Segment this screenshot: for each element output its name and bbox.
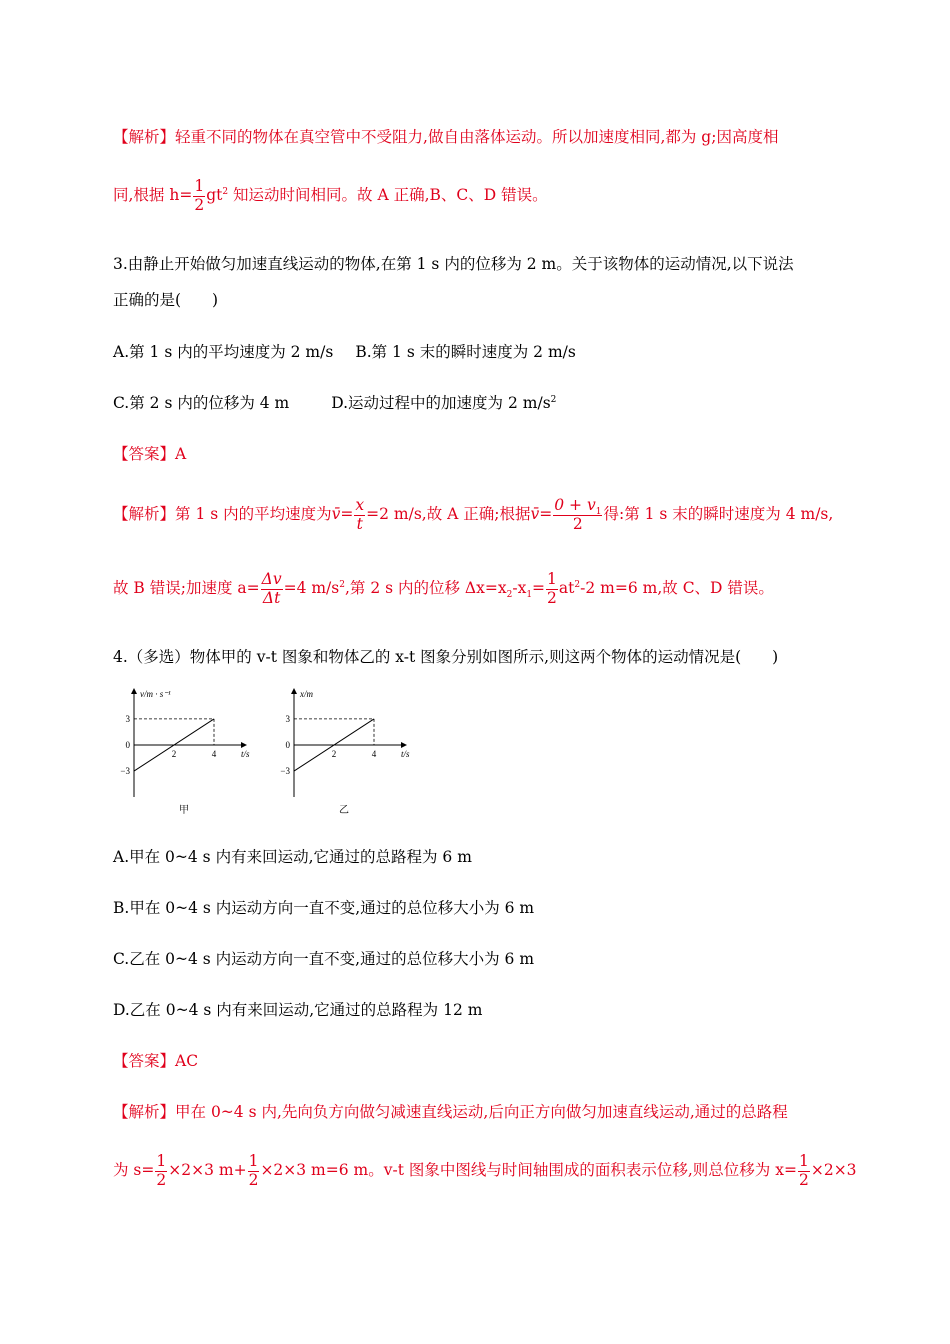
fraction-one-half: $\frac{1}{2}$ bbox=[547, 570, 557, 607]
fraction-one-half: $\frac{1}{2}$ bbox=[156, 1152, 167, 1189]
x-axis-label: t/s bbox=[241, 749, 250, 759]
y-tick-label: −3 bbox=[120, 766, 130, 777]
x-tick-label: 2 bbox=[331, 749, 337, 759]
analysis-tag: 【解析】 bbox=[113, 1103, 176, 1121]
q3-analysis-line1: 【解析】第 1 s 内的平均速度为v̄= $\frac{x}{t}$ =2 m/s,故 A 正确;根据v̄= $\frac{0 + v_1}{2}$ 得:第 1 s 末的瞬时速度为 4 m/s, bbox=[113, 496, 834, 533]
q3-option-c: C.第 2 s 内的位移为 4 m bbox=[113, 394, 290, 412]
answer-tag: 【答案】 bbox=[113, 445, 176, 463]
fraction-one-half: $\frac{1}{2}$ bbox=[194, 177, 205, 214]
q3-analysis-line2: 故 B 错误;加速度 a= $\frac{\Delta v}{\Delta t}$ =4 $m/s^2$,第 2 s 内的位移 $\Delta x=x_2-x_1=$ $\frac{1}{2}$ $at^2-2$ m=6 m,故 C、D 错误。 bbox=[113, 570, 774, 607]
x-axis-label: t/s bbox=[401, 749, 410, 759]
q4-stem: 4.（多选）物体甲的 v-t 图象和物体乙的 x-t 图象分别如图所示,则这两个物体的运动情况是( ) bbox=[113, 648, 779, 666]
q3-option-d: D.运动过程中的加速度为 2 m/s bbox=[331, 394, 551, 412]
q4-analysis-line2: 为 s= $\frac{1}{2}$ ×2×3 m+ $\frac{1}{2}$ ×2×3 m=6 m。v-t 图象中图线与时间轴围成的面积表示位移,则总位移为 x= $\frac{1}{2}$ ×2×3 bbox=[113, 1152, 857, 1189]
analysis-text: 轻重不同的物体在真空管中不受阻力,做自由落体运动。所以加速度相同,都为 g;因高度相 bbox=[175, 128, 779, 146]
q3-stem-line1: 3.由静止开始做匀加速直线运动的物体,在第 1 s 内的位移为 2 m。关于该物体的运动情况,以下说法 bbox=[113, 255, 794, 273]
fraction-dv-over-dt: $\frac{\Delta v}{\Delta t}$ bbox=[261, 570, 282, 607]
q4-option-c: C.乙在 0~4 s 内运动方向一直不变,通过的总位移大小为 6 m bbox=[113, 950, 535, 968]
answer-tag: 【答案】 bbox=[113, 1052, 176, 1070]
y-tick-label: 0 bbox=[125, 740, 130, 750]
q4-answer bbox=[113, 1051, 198, 1071]
y-tick-label: 3 bbox=[125, 713, 130, 724]
answer-value: AC bbox=[175, 1052, 199, 1070]
q4-option-a: A.甲在 0~4 s 内有来回运动,它通过的总路程为 6 m bbox=[113, 848, 472, 866]
q3-option-a: A.第 1 s 内的平均速度为 2 m/s bbox=[113, 343, 334, 361]
x-tick-label: 2 bbox=[171, 749, 177, 759]
y-tick-label: 3 bbox=[285, 713, 290, 724]
q4-option-b: B.甲在 0~4 s 内运动方向一直不变,通过的总位移大小为 6 m bbox=[113, 899, 535, 917]
q3-stem-line2: 正确的是( ) bbox=[113, 291, 219, 309]
analysis-text: 同,根据 h= bbox=[113, 186, 193, 204]
q3-options-ab bbox=[113, 342, 576, 362]
q3-option-b: B.第 1 s 末的瞬时速度为 2 m/s bbox=[355, 343, 576, 361]
y-axis-label: v/m · s⁻¹ bbox=[140, 689, 171, 699]
q2-analysis-line1 bbox=[113, 127, 778, 147]
y-tick-label: −3 bbox=[280, 766, 290, 777]
fraction-v1-over-2: $\frac{0 + v_1}{2}$ bbox=[554, 496, 602, 533]
q4-option-d: D.乙在 0~4 s 内有来回运动,它通过的总路程为 12 m bbox=[113, 1001, 483, 1019]
analysis-tag: 【解析】 bbox=[113, 128, 176, 146]
q4-analysis-line1: 【解析】甲在 0~4 s 内,先向负方向做匀减速直线运动,后向正方向做匀加速直线运动,通过的总路程 bbox=[113, 1103, 788, 1121]
q2-analysis-line2: 同,根据 h= $\frac{1}{2}$ $gt^2$ 知运动时间相同。故 A 正确,B、C、D 错误。 bbox=[113, 177, 548, 214]
fraction-one-half: $\frac{1}{2}$ bbox=[248, 1152, 259, 1189]
x-tick-label: 4 bbox=[371, 749, 377, 759]
answer-value: A bbox=[175, 445, 187, 463]
q3-answer bbox=[113, 444, 186, 464]
q3-options-cd: C.第 2 s 内的位移为 4 m D.运动过程中的加速度为 2 $m/s^2$ bbox=[113, 394, 557, 412]
x-tick-label: 4 bbox=[211, 749, 217, 759]
fraction-one-half: $\frac{1}{2}$ bbox=[798, 1152, 809, 1189]
q4-graphs bbox=[110, 685, 430, 820]
graph-jia bbox=[120, 689, 250, 816]
graph-caption: 乙 bbox=[339, 805, 349, 816]
graph-caption: 甲 bbox=[179, 805, 189, 816]
y-axis-label: x/m bbox=[300, 689, 313, 699]
analysis-tag: 【解析】 bbox=[113, 505, 176, 523]
graph-yi bbox=[280, 689, 410, 816]
fraction-x-over-t: $\frac{x}{t}$ bbox=[355, 496, 365, 533]
y-tick-label: 0 bbox=[285, 740, 290, 750]
